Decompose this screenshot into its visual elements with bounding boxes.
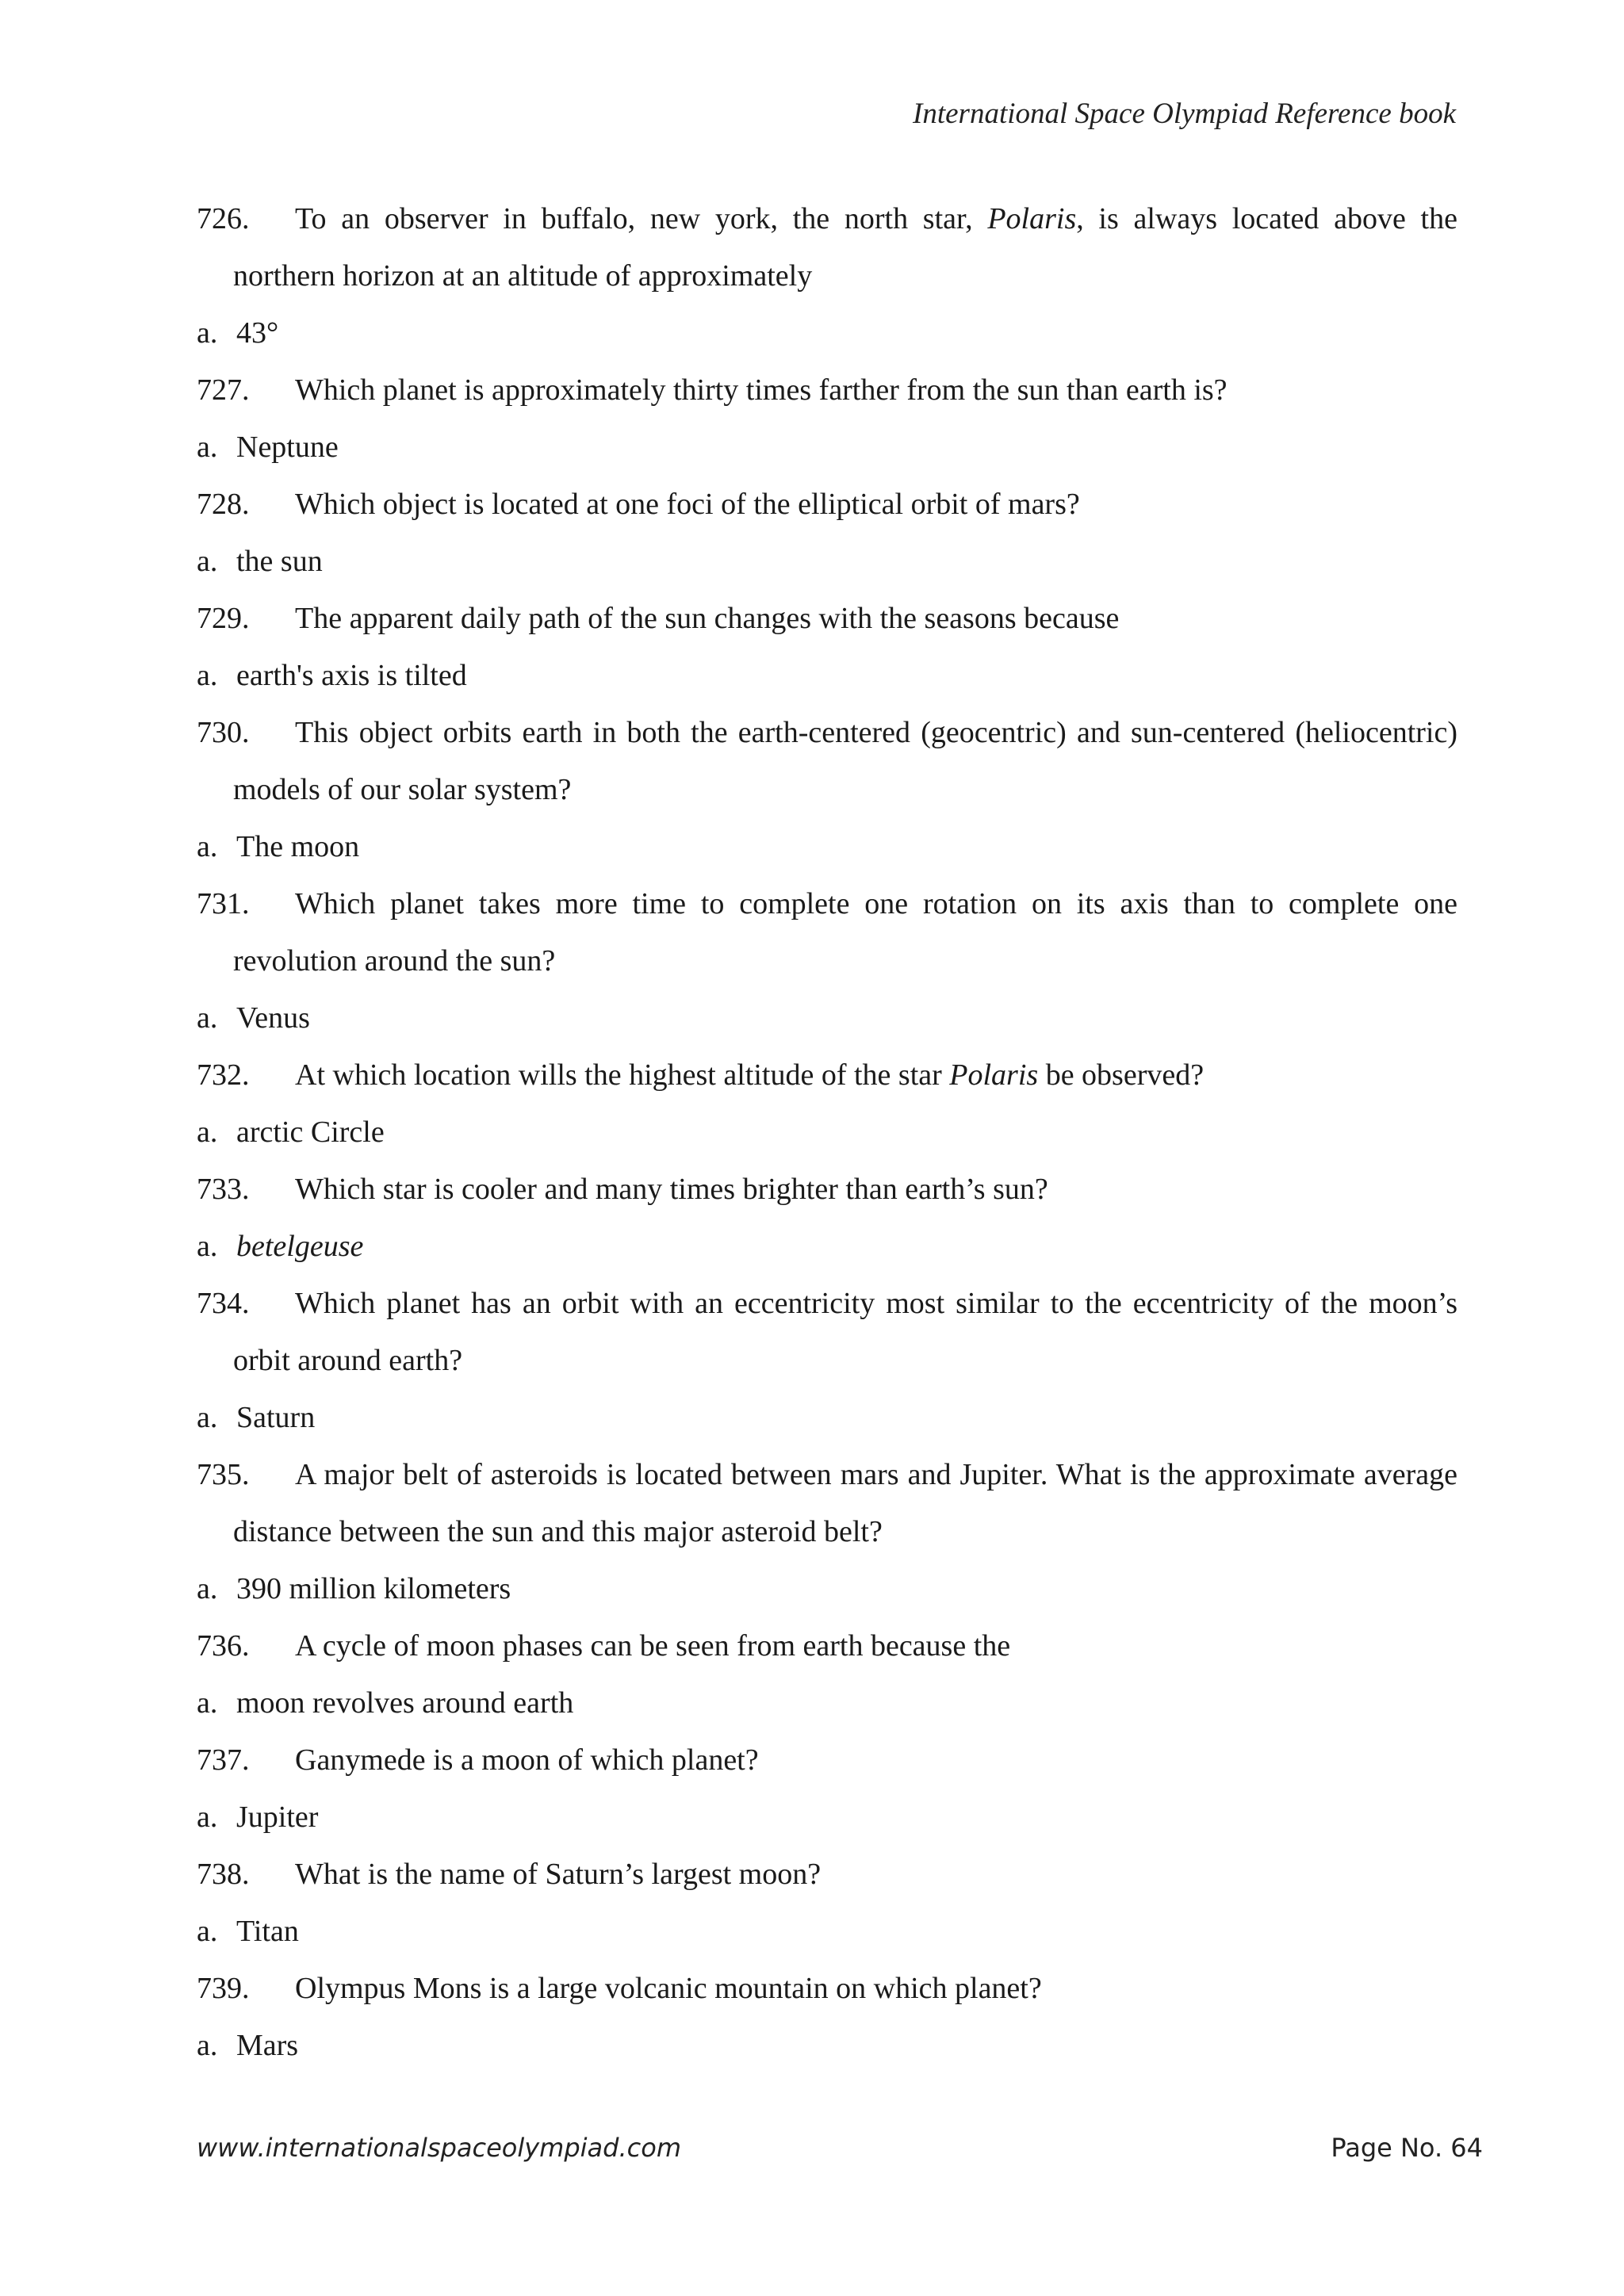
question-text: To an observer in buffalo, new york, the north star, Polaris, is always located above the northern horizon at an altitude of approximately <box>233 202 1457 293</box>
question-text: A cycle of moon phases can be seen from earth because the <box>295 1629 1011 1663</box>
question-734 <box>197 1275 1457 1389</box>
question-730 <box>197 704 1457 818</box>
answer-prefix: a. <box>197 1401 218 1434</box>
answer-text: betelgeuse <box>236 1230 364 1263</box>
page-number: Page No. 64 <box>1331 2133 1483 2163</box>
question-text: Which object is located at one foci of the elliptical orbit of mars? <box>295 488 1080 521</box>
question-number: 739. <box>197 1972 250 2005</box>
answer-prefix: a. <box>197 1230 218 1263</box>
question-727 <box>197 362 1457 419</box>
question-text: Olympus Mons is a large volcanic mountain on which planet? <box>295 1972 1042 2005</box>
question-text: Which planet is approximately thirty times farther from the sun than earth is? <box>295 373 1228 407</box>
answer-731 <box>197 989 1457 1047</box>
answer-text: earth's axis is tilted <box>236 659 467 692</box>
question-736 <box>197 1617 1457 1674</box>
answer-text: 390 million kilometers <box>236 1572 511 1605</box>
answer-text: Saturn <box>236 1401 316 1434</box>
question-text: What is the name of Saturn’s largest moon? <box>295 1858 822 1891</box>
question-number: 729. <box>197 602 250 635</box>
answer-prefix: a. <box>197 1115 218 1149</box>
answer-738 <box>197 1903 1457 1960</box>
answer-736 <box>197 1674 1457 1732</box>
question-number: 727. <box>197 373 250 407</box>
answer-text: Jupiter <box>236 1800 319 1834</box>
question-number: 733. <box>197 1173 250 1206</box>
answer-733 <box>197 1218 1457 1275</box>
question-list <box>197 190 1457 2074</box>
question-number: 738. <box>197 1858 250 1891</box>
question-738 <box>197 1846 1457 1903</box>
answer-728 <box>197 533 1457 590</box>
question-731 <box>197 875 1457 989</box>
answer-text: the sun <box>236 545 323 578</box>
answer-text: arctic Circle <box>236 1115 385 1149</box>
answer-prefix: a. <box>197 316 218 350</box>
question-number: 734. <box>197 1287 250 1320</box>
answer-text: moon revolves around earth <box>236 1686 574 1720</box>
answer-prefix: a. <box>197 1686 218 1720</box>
question-text: Which planet has an orbit with an eccentricity most similar to the eccentricity of the moon’s orbit around earth? <box>233 1287 1457 1377</box>
question-726 <box>197 190 1457 304</box>
question-text: The apparent daily path of the sun changes with the seasons because <box>295 602 1120 635</box>
question-text: This object orbits earth in both the earth-centered (geocentric) and sun-centered (heliocentric) models of our solar system? <box>233 716 1457 806</box>
question-732 <box>197 1047 1457 1104</box>
answer-text: Mars <box>236 2029 299 2062</box>
answer-prefix: a. <box>197 430 218 464</box>
question-text: A major belt of asteroids is located between mars and Jupiter. What is the approximate average distance between the sun and this major asteroid belt? <box>233 1458 1457 1548</box>
star-name: Polaris <box>949 1058 1039 1092</box>
answer-735 <box>197 1560 1457 1617</box>
answer-prefix: a. <box>197 2029 218 2062</box>
question-733 <box>197 1161 1457 1218</box>
answer-prefix: a. <box>197 659 218 692</box>
answer-739 <box>197 2017 1457 2074</box>
answer-737 <box>197 1789 1457 1846</box>
question-number: 726. <box>197 202 250 235</box>
question-728 <box>197 476 1457 533</box>
question-number: 731. <box>197 887 250 920</box>
question-number: 732. <box>197 1058 250 1092</box>
question-737 <box>197 1732 1457 1789</box>
question-text: At which location wills the highest altitude of the star Polaris be observed? <box>295 1058 1205 1092</box>
answer-734 <box>197 1389 1457 1446</box>
question-number: 728. <box>197 488 250 521</box>
question-number: 735. <box>197 1458 250 1491</box>
answer-730 <box>197 818 1457 875</box>
question-739 <box>197 1960 1457 2017</box>
answer-727 <box>197 419 1457 476</box>
answer-prefix: a. <box>197 1915 218 1948</box>
answer-726 <box>197 304 1457 362</box>
answer-prefix: a. <box>197 1001 218 1035</box>
question-735 <box>197 1446 1457 1560</box>
answer-text: Venus <box>236 1001 310 1035</box>
question-text: Which star is cooler and many times brighter than earth’s sun? <box>295 1173 1048 1206</box>
question-number: 737. <box>197 1743 250 1777</box>
footer-website: www.internationalspaceolympiad.com <box>197 2133 681 2163</box>
question-text: Ganymede is a moon of which planet? <box>295 1743 759 1777</box>
answer-732 <box>197 1104 1457 1161</box>
question-729 <box>197 590 1457 647</box>
question-text: Which planet takes more time to complete one rotation on its axis than to complete one revolution around the sun? <box>233 887 1457 978</box>
answer-text: 43° <box>236 316 279 350</box>
answer-text: The moon <box>236 830 360 863</box>
answer-prefix: a. <box>197 830 218 863</box>
question-number: 736. <box>197 1629 250 1663</box>
question-number: 730. <box>197 716 250 749</box>
answer-text: Titan <box>236 1915 299 1948</box>
answer-text: Neptune <box>236 430 339 464</box>
star-name: Polaris <box>987 202 1077 235</box>
answer-729 <box>197 647 1457 704</box>
answer-prefix: a. <box>197 1800 218 1834</box>
answer-prefix: a. <box>197 1572 218 1605</box>
answer-prefix: a. <box>197 545 218 578</box>
running-header: International Space Olympiad Reference book <box>913 98 1456 130</box>
